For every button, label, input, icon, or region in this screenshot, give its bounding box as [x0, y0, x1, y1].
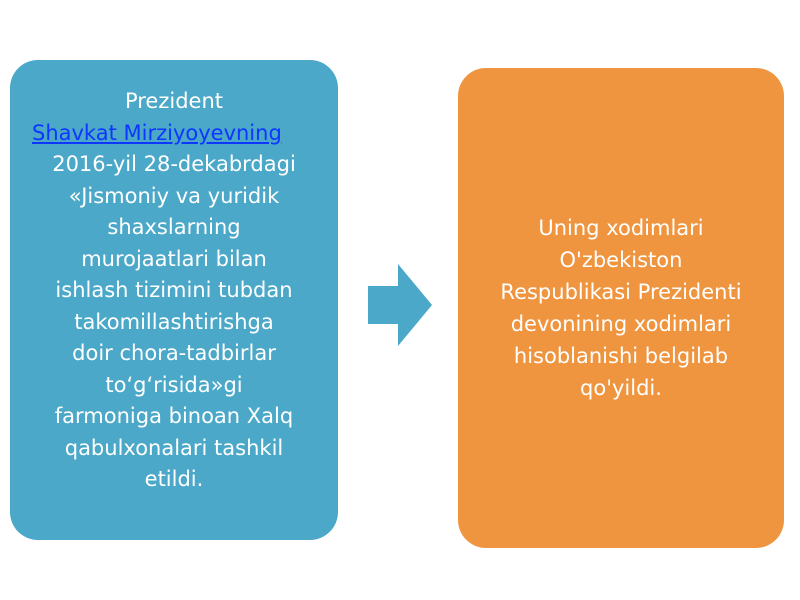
right-info-box [458, 68, 784, 548]
right-box-text [500, 212, 741, 404]
left-info-box [10, 60, 338, 540]
right-box-line: Respublikasi Prezidenti [500, 280, 742, 304]
left-box-line: ishlash tizimini tubdan [55, 278, 293, 302]
right-box-line: hisoblanishi belgilab [513, 344, 729, 368]
president-name-link[interactable]: Shavkat Mirziyoyevning [32, 120, 282, 145]
left-box-line: etildi. [144, 467, 204, 491]
left-box-line: shaxslarning [107, 215, 241, 239]
left-box-heading: Prezident [124, 89, 224, 113]
left-box-line: doir chora-tadbirlar [72, 341, 276, 365]
right-box-line: devonining xodimlari [510, 312, 732, 336]
left-box-line: takomillashtirishga [74, 309, 274, 334]
left-box-line: to‘g‘risida»gi [105, 372, 243, 397]
left-box-line: 2016-yil 28-dekabrdagi [52, 152, 296, 176]
left-box-line: «Jismoniy va yuridik [68, 183, 280, 208]
right-arrow-icon [368, 264, 432, 346]
right-box-line: qo'yildi. [580, 376, 662, 400]
right-box-line: Uning xodimlari [538, 216, 704, 240]
left-box-line: farmoniga binoan Xalq [54, 404, 294, 428]
right-box-line: O'zbekiston [559, 248, 683, 272]
left-box-line: qabulxonalari tashkil [64, 435, 284, 460]
left-box-line: murojaatlari bilan [81, 246, 267, 271]
